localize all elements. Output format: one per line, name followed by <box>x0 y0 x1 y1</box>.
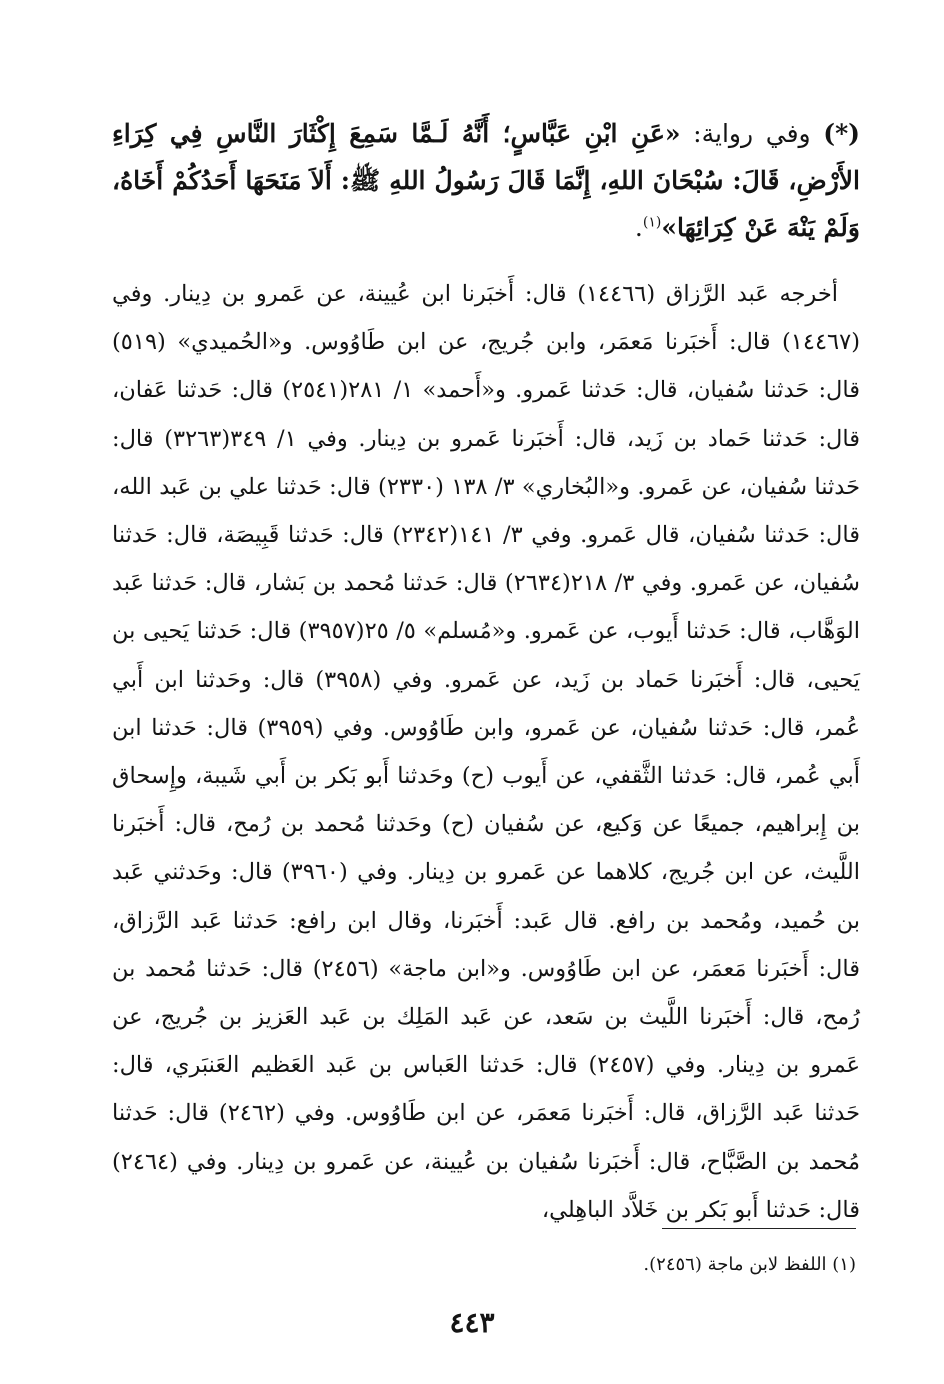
footnote-reference: (١) <box>642 214 662 231</box>
footnote-separator <box>662 1228 856 1229</box>
hadith-end: . <box>634 213 643 242</box>
hadith-text <box>112 110 860 251</box>
page-number: ٤٤٣ <box>449 1306 495 1339</box>
hadith-intro: وفي رواية: <box>680 119 824 148</box>
hadith-marker: (*) <box>823 119 861 148</box>
takhrij-paragraph: أخرجه عَبد الرَّزاق (١٤٤٦٦) قال: أَخبَرنا ابن عُيينة، عن عَمرو بن دِينار. وفي (١٤٤٦٧) قال: أَخبَرنا مَعمَر، وابن جُريج، عن ابن طَاوُوس. و«الحُميدي» (٥١٩) قال: حَدثنا سُفيان، قال: حَدثنا عَمرو. و«أَحمد» ١/ ٢٨١(٢٥٤١) قال: حَدثنا عَفان، قال: حَدثنا حَماد بن زَيد، قال: أَخبَرنا عَمرو بن دِينار. وفي ١/ ٣٤٩(٣٢٦٣) قال: حَدثنا سُفيان، عن عَمرو. و«البُخاري» ٣/ ١٣٨ (٢٣٣٠) قال: حَدثنا علي بن عَبد الله، قال: حَدثنا سُفيان، قال عَمرو. وفي ٣/ ١٤١(٢٣٤٢) قال: حَدثنا قَبِيصَة، قال: حَدثنا سُفيان، عن عَمرو. وفي ٣/ ٢١٨(٢٦٣٤) قال: حَدثنا مُحمد بن بَشار، قال: حَدثنا عَبد الوَهَّاب، قال: حَدثنا أَيوب، عن عَمرو. و«مُسلم» ٥/ ٢٥(٣٩٥٧) قال: حَدثنا يَحيى بن يَحيى، قال: أَخبَرنا حَماد بن زَيد، عن عَمرو. وفي (٣٩٥٨) قال: وحَدثنا ابن أَبي عُمر، قال: حَدثنا سُفيان، عن عَمرو، وابن طَاوُوس. وفي (٣٩٥٩) قال: حَدثنا ابن أَبي عُمر، قال: حَدثنا الثَّقفي، عن أَيوب (ح) وحَدثنا أَبو بَكر بن أَبي شَيبة، وإِسحاق بن إِبراهيم، جميعًا عن وَكيع، عن سُفيان (ح) وحَدثنا مُحمد بن رُمح، قال: أَخبَرنا اللَّيث، عن ابن جُريج، كلاهما عن عَمرو بن دِينار. وفي (٣٩٦٠) قال: وحَدثني عَبد بن حُميد، ومُحمد بن رافع. قال عَبد: أَخبَرنا، وقال ابن رافع: حَدثنا عَبد الرَّزاق، قال: أَخبَرنا مَعمَر، عن ابن طَاوُوس. و«ابن ماجة» (٢٤٥٦) قال: حَدثنا مُحمد بن رُمح، قال: أَخبَرنا اللَّيث بن سَعد، عن عَبد المَلِك بن عَبد العَزيز بن جُريج، عن عَمرو بن دِينار. وفي (٢٤٥٧) قال: حَدثنا العَباس بن عَبد العَظيم العَنبَري، قال: حَدثنا عَبد الرَّزاق، قال: أَخبَرنا مَعمَر، عن ابن طَاوُوس. وفي (٢٤٦٢) قال: حَدثنا مُحمد بن الصَّبَّاح، قال: أَخبَرنا سُفيان بن عُيينة، عن عَمرو بن دِينار. وفي (٢٤٦٤) قال: حَدثنا أَبو بَكر بن خَلاَّد الباهِلي، <box>112 281 861 1223</box>
hadith-matn: «عَنِ ابْنِ عَبَّاسٍ؛ أَنَّهُ لَـمَّا سَمِعَ إِكْثَارَ النَّاسِ فِي كِرَاءِ الأَرْضِ، قَالَ: سُبْحَانَ اللهِ، إِنَّمَا قَالَ رَسُولُ اللهِ ﷺ: أَلاَ مَنَحَهَا أَحَدُكُمْ أَخَاهُ، وَلَمْ يَنْهَ عَنْ كِرَائِهَا» <box>112 119 860 242</box>
footnote: (١) اللفظ لابن ماجة (٢٤٥٦). <box>643 1254 856 1275</box>
